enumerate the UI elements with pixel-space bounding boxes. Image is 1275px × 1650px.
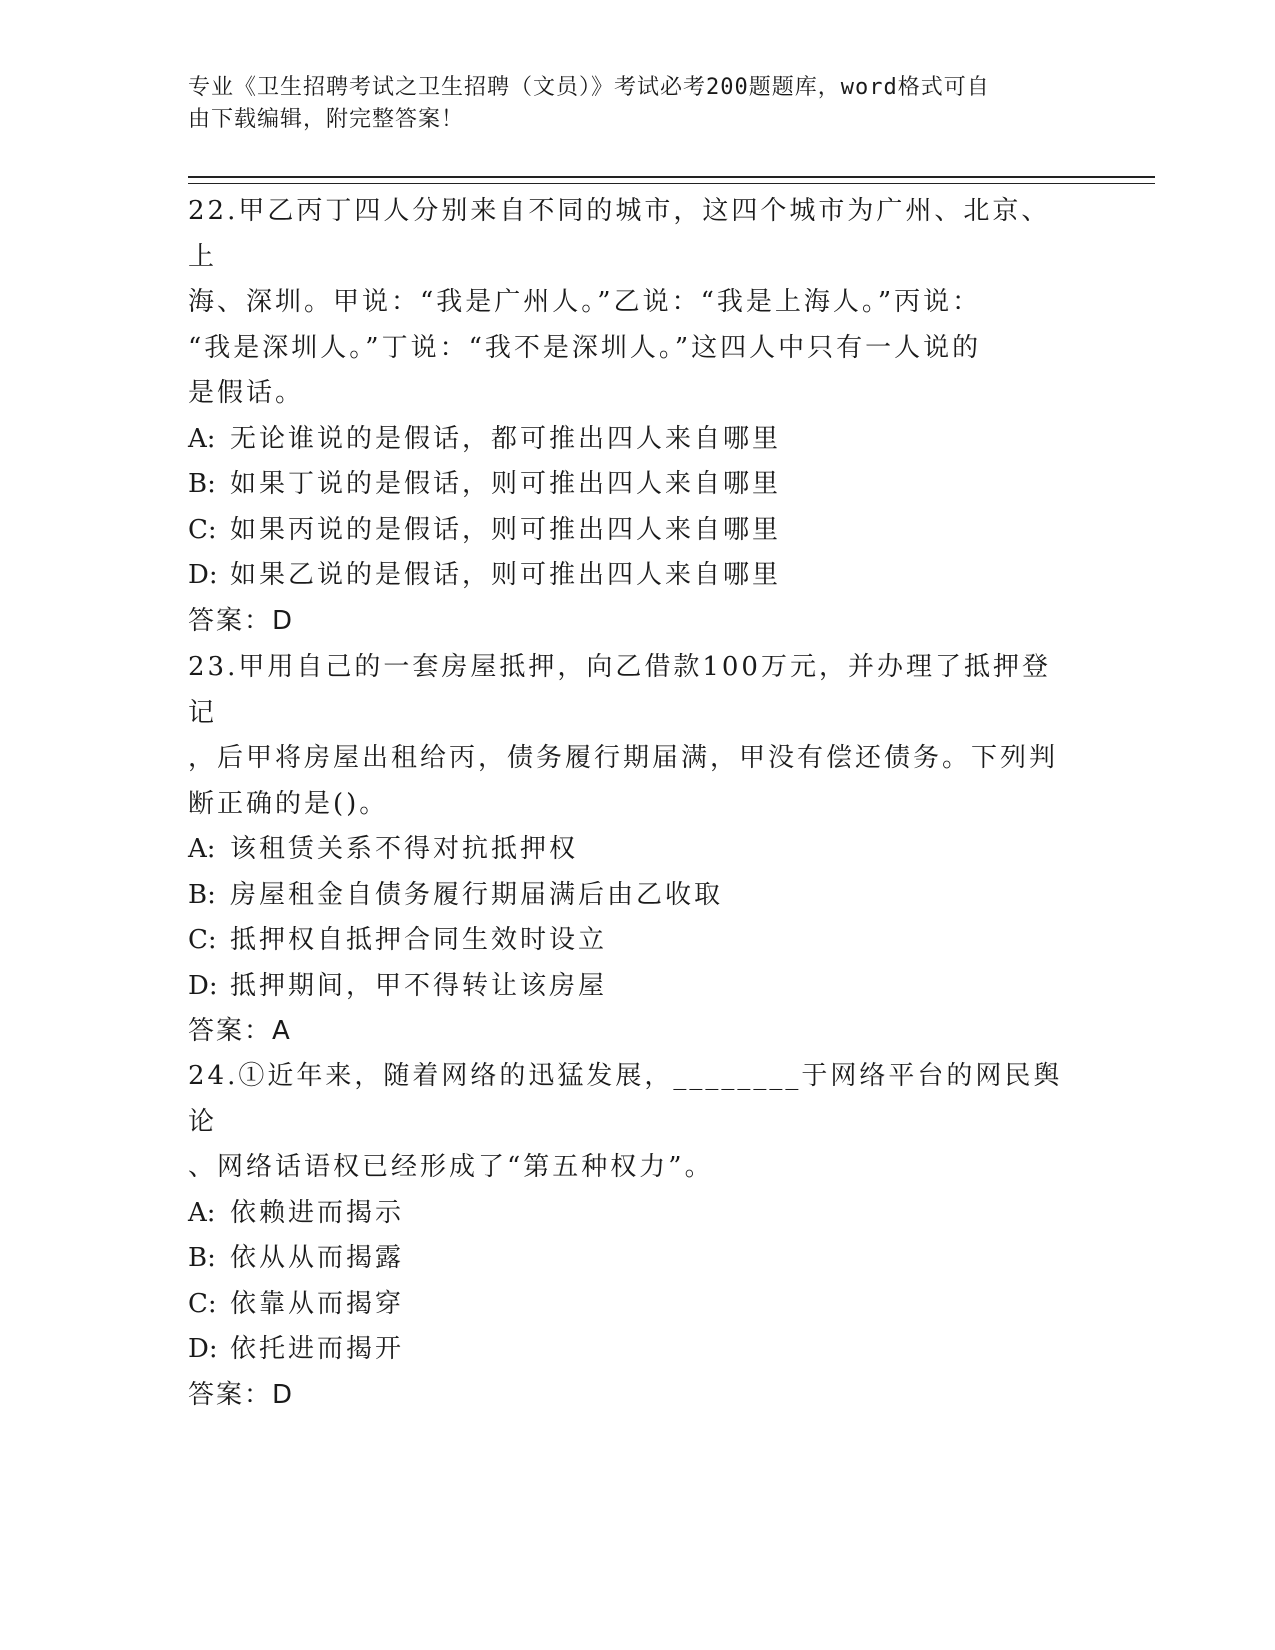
header-divider-thin xyxy=(188,183,1155,184)
option-text: 如果乙说的是假话，则可推出四人来自哪里 xyxy=(230,560,782,590)
header-line-2: 由下载编辑，附完整答案！ xyxy=(188,107,465,132)
question-24 xyxy=(188,1054,1078,1418)
option-letter: D: xyxy=(188,970,218,1001)
question-stem xyxy=(188,645,1078,827)
stem-line: ，后甲将房屋出租给丙，债务履行期届满，甲没有偿还债务。下列判 xyxy=(188,743,1059,773)
stem-line: 海、深圳。甲说：“我是广州人。”乙说：“我是上海人。”丙说： xyxy=(188,287,982,317)
option-text: 如果丙说的是假话，则可推出四人来自哪里 xyxy=(230,514,782,545)
option-letter: B: xyxy=(188,879,216,910)
option-text: 无论谁说的是假话，都可推出四人来自哪里 xyxy=(230,423,782,454)
option-text: 抵押期间，甲不得转让该房屋 xyxy=(230,970,608,1001)
option-text: 该租赁关系不得对抗抵押权 xyxy=(230,834,579,864)
option-c xyxy=(188,1282,1078,1328)
stem-line: 是假话。 xyxy=(188,378,305,408)
option-a xyxy=(188,417,1078,463)
option-a xyxy=(188,827,1078,873)
option-b xyxy=(188,1236,1078,1282)
option-c xyxy=(188,918,1078,964)
option-letter: C: xyxy=(188,514,217,545)
option-letter: B: xyxy=(188,1243,216,1273)
option-text: 依托进而揭开 xyxy=(230,1334,405,1364)
option-a xyxy=(188,1191,1078,1237)
option-text: 抵押权自抵押合同生效时设立 xyxy=(230,925,608,955)
option-text: 依靠从而揭穿 xyxy=(230,1288,405,1319)
option-d xyxy=(188,964,1078,1010)
option-letter: C: xyxy=(188,1288,217,1319)
stem-line: 24.①近年来，随着网络的迅猛发展，________于网络平台的网民舆论 xyxy=(188,1061,1063,1137)
question-23 xyxy=(188,645,1078,1055)
option-text: 依赖进而揭示 xyxy=(230,1197,405,1228)
stem-line: “我是深圳人。”丁说：“我不是深圳人。”这四人中只有一人说的 xyxy=(188,332,982,363)
option-b xyxy=(188,462,1078,508)
question-stem xyxy=(188,189,1078,417)
stem-line: 断正确的是()。 xyxy=(188,788,389,819)
option-b xyxy=(188,873,1078,919)
option-text: 如果丁说的是假话，则可推出四人来自哪里 xyxy=(230,469,782,499)
option-letter: D: xyxy=(188,560,218,590)
answer-line: 答案：D xyxy=(188,1379,295,1410)
question-22 xyxy=(188,189,1078,644)
header-divider-thick xyxy=(188,176,1155,178)
stem-line: 22.甲乙丙丁四人分别来自不同的城市，这四个城市为广州、北京、上 xyxy=(188,196,1051,272)
question-stem xyxy=(188,1054,1078,1191)
stem-line: 、网络话语权已经形成了“第五种权力”。 xyxy=(188,1152,714,1182)
answer-line: 答案：A xyxy=(188,1016,292,1046)
option-letter: A: xyxy=(188,1197,216,1228)
option-letter: A: xyxy=(188,423,216,454)
option-letter: D: xyxy=(188,1334,218,1364)
option-text: 依从从而揭露 xyxy=(230,1243,405,1273)
option-letter: B: xyxy=(188,469,216,499)
header-line-1: 专业《卫生招聘考试之卫生招聘（文员）》考试必考200题题库，word格式可自 xyxy=(188,75,990,100)
option-d xyxy=(188,1327,1078,1373)
option-letter: A: xyxy=(188,834,216,864)
option-d xyxy=(188,553,1078,599)
option-text: 房屋租金自债务履行期届满后由乙收取 xyxy=(230,879,724,910)
option-letter: C: xyxy=(188,925,217,955)
document-header xyxy=(188,72,1068,136)
option-c xyxy=(188,508,1078,554)
stem-line: 23.甲用自己的一套房屋抵押，向乙借款100万元，并办理了抵押登记 xyxy=(188,652,1051,728)
answer-line: 答案：D xyxy=(188,605,295,636)
